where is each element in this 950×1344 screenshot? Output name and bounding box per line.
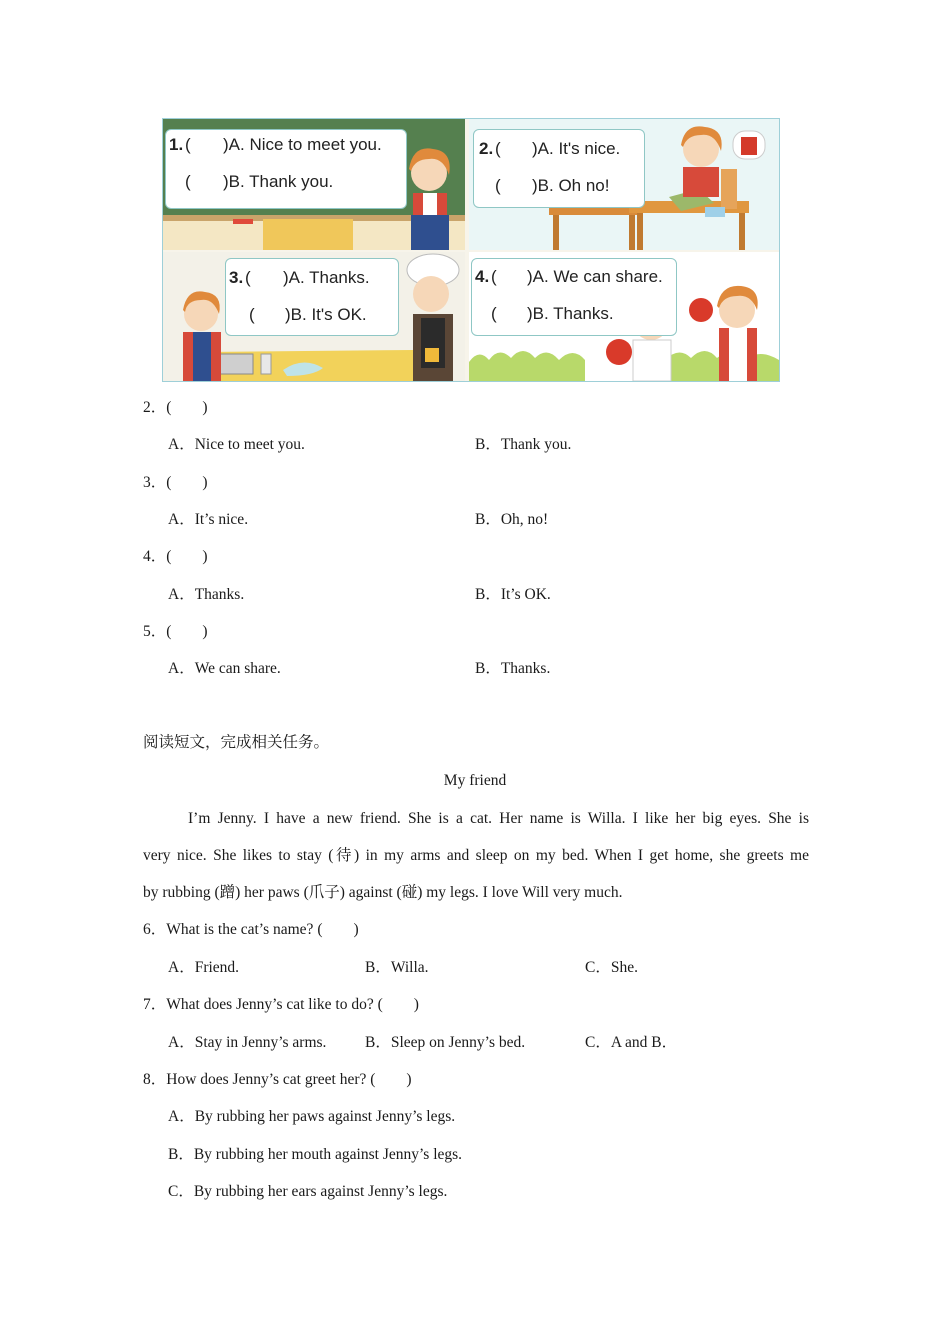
- option-b: B．It’s OK.: [475, 586, 551, 603]
- question-stem: 6．What is the cat’s name? ( ): [143, 921, 359, 938]
- option-b: )B. Oh no!: [532, 176, 610, 195]
- option-b: )B. It's OK.: [285, 305, 367, 324]
- answer-paren: (: [185, 172, 191, 191]
- passage-title: My friend: [443, 772, 507, 789]
- question-stem: 7．What does Jenny’s cat like to do? ( ): [143, 996, 419, 1013]
- passage-line: I’m Jenny. I have a new friend. She is a cat. Her name is Willa. I like her big eyes. She is: [188, 810, 809, 827]
- option-a: )A. Nice to meet you.: [223, 135, 382, 154]
- option-a: A．Nice to meet you.: [168, 436, 305, 453]
- option-a: A．We can share.: [168, 660, 281, 677]
- panel-number: 2.: [479, 139, 494, 158]
- panel-number: 4.: [475, 267, 490, 286]
- option-b: )B. Thanks.: [527, 304, 614, 323]
- option-a: )A. Thanks.: [283, 268, 370, 287]
- answer-paren: (: [495, 176, 501, 195]
- answer-paren: (: [495, 139, 501, 158]
- question-number: 2．( ): [143, 399, 208, 416]
- option-b: B．Willa.: [365, 959, 429, 976]
- option-a: )A. It's nice.: [532, 139, 621, 158]
- reading-instruction: 阅读短文，完成相关任务。: [143, 734, 330, 751]
- option-c: C．A and B．: [585, 1034, 678, 1051]
- option-b: B．Sleep on Jenny’s bed.: [365, 1034, 526, 1051]
- panel-4: [469, 252, 779, 381]
- question-number: 5．( ): [143, 623, 208, 640]
- answer-paren: (: [185, 135, 191, 154]
- option-b: B．Thank you.: [475, 436, 572, 453]
- illustration-panels: [162, 118, 780, 382]
- option-b: B．Thanks.: [475, 660, 551, 677]
- option-b: )B. Thank you.: [223, 172, 334, 191]
- panel-number: 3.: [229, 268, 244, 287]
- option-a: A．Stay in Jenny’s arms.: [168, 1034, 327, 1051]
- option-a: A．By rubbing her paws against Jenny’s legs.: [168, 1108, 456, 1125]
- option-b: B．By rubbing her mouth against Jenny’s legs.: [168, 1146, 463, 1163]
- passage-line: by rubbing (蹭) her paws (爪子) against (碰) my legs. I love Will very much.: [143, 884, 623, 901]
- option-a: A．Thanks.: [168, 586, 245, 603]
- panel-1: [163, 119, 465, 250]
- option-b: B．Oh, no!: [475, 511, 549, 528]
- option-c: C．By rubbing her ears against Jenny’s legs.: [168, 1183, 448, 1200]
- answer-paren: (: [491, 267, 497, 286]
- answer-paren: (: [245, 268, 251, 287]
- option-a: )A. We can share.: [527, 267, 663, 286]
- panel-number: 1.: [169, 135, 184, 154]
- panel-3: [163, 252, 465, 381]
- option-c: C．She.: [585, 959, 638, 976]
- passage-line: very nice. She likes to stay (待) in my arms and sleep on my bed. When I get home, she greets me: [143, 847, 809, 864]
- answer-paren: (: [249, 305, 255, 324]
- panel-2: [469, 119, 779, 250]
- question-number: 3．( ): [143, 474, 208, 491]
- option-a: A．Friend.: [168, 959, 240, 976]
- option-a: A．It’s nice.: [168, 511, 249, 528]
- answer-paren: (: [491, 304, 497, 323]
- question-number: 4．( ): [143, 548, 208, 565]
- question-stem: 8．How does Jenny’s cat greet her? ( ): [143, 1071, 412, 1088]
